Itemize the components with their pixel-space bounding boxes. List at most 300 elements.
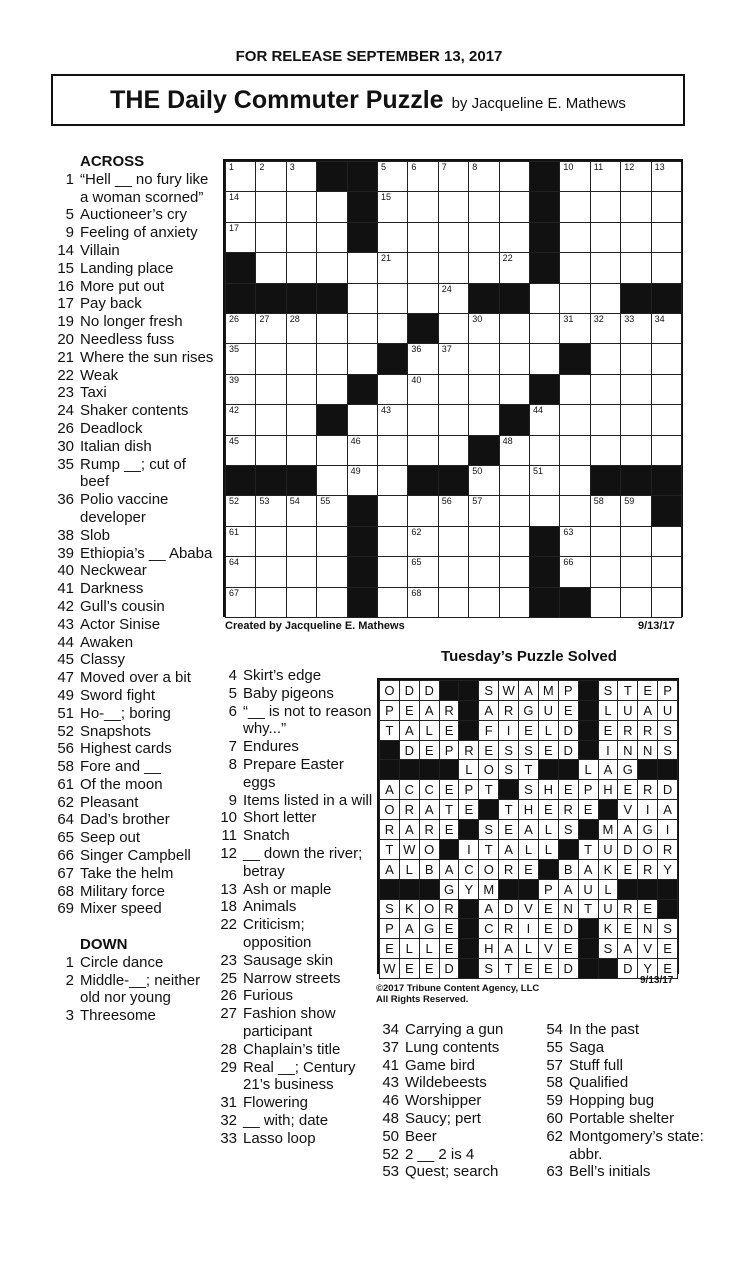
grid-cell[interactable]	[590, 222, 621, 253]
solution-letter: E	[538, 799, 559, 820]
solution-letter: R	[637, 779, 658, 800]
clue-number: 54	[546, 1021, 563, 1038]
grid-cell[interactable]	[377, 222, 408, 253]
grid-cell[interactable]	[438, 252, 469, 283]
grid-cell[interactable]	[316, 374, 347, 405]
grid-cell[interactable]	[255, 404, 286, 435]
grid-cell[interactable]	[377, 465, 408, 496]
solution-letter: D	[419, 680, 440, 701]
solution-letter: A	[637, 700, 658, 721]
solution-letter: O	[478, 859, 499, 880]
grid-cell[interactable]	[590, 191, 621, 222]
grid-cell[interactable]	[255, 556, 286, 587]
grid-cell[interactable]	[590, 374, 621, 405]
grid-cell[interactable]	[407, 374, 438, 405]
grid-cell[interactable]	[468, 495, 499, 526]
grid-cell[interactable]	[590, 435, 621, 466]
solution-black-square	[419, 879, 440, 900]
solution-letter: O	[637, 839, 658, 860]
grid-cell[interactable]	[620, 191, 651, 222]
clue	[215, 738, 375, 756]
solution-letter: G	[518, 700, 539, 721]
solution-black-square	[657, 899, 678, 920]
grid-cell[interactable]	[468, 404, 499, 435]
solution-letter: K	[598, 859, 619, 880]
grid-cell[interactable]	[377, 556, 408, 587]
solution-letter: L	[598, 879, 619, 900]
solution-letter: D	[617, 958, 638, 979]
clue	[52, 562, 217, 580]
clue-number: 58	[57, 758, 74, 776]
grid-cell[interactable]	[651, 435, 682, 466]
grid-cell[interactable]	[651, 374, 682, 405]
grid-cell[interactable]	[529, 404, 560, 435]
solution-letter: E	[538, 958, 559, 979]
grid-cell[interactable]	[651, 222, 682, 253]
grid-cell[interactable]	[438, 283, 469, 314]
clue	[215, 1130, 375, 1148]
clue-number: 52	[382, 1145, 399, 1163]
grid-cell[interactable]	[377, 283, 408, 314]
grid-cell[interactable]	[407, 556, 438, 587]
solution-letter: R	[498, 918, 519, 939]
clue-text: Items listed in a will	[243, 791, 373, 809]
clue-text: Needless fuss	[80, 330, 175, 348]
clue-text: More put out	[80, 277, 165, 295]
grid-cell[interactable]	[255, 252, 286, 283]
grid-cell[interactable]	[620, 556, 651, 587]
byline: by Jacqueline E. Mathews	[451, 94, 626, 112]
solution-letter: N	[637, 740, 658, 761]
grid-cell[interactable]	[255, 495, 286, 526]
grid-cell[interactable]	[499, 343, 530, 374]
clue-text: Highest cards	[80, 740, 172, 758]
grid-cell[interactable]	[559, 222, 590, 253]
grid-cell[interactable]	[529, 465, 560, 496]
clue-text: Where the sun rises	[80, 348, 214, 366]
grid-cell[interactable]	[529, 313, 560, 344]
grid-cell[interactable]	[407, 435, 438, 466]
grid-cell[interactable]	[225, 222, 256, 253]
grid-cell[interactable]	[377, 404, 408, 435]
solution-letter: M	[598, 819, 619, 840]
grid-cell[interactable]	[438, 404, 469, 435]
grid-cell[interactable]	[590, 526, 621, 557]
grid-cell[interactable]	[651, 161, 682, 192]
grid-cell[interactable]	[651, 526, 682, 557]
grid-cell[interactable]	[468, 343, 499, 374]
grid-cell[interactable]	[316, 343, 347, 374]
grid-cell[interactable]	[255, 343, 286, 374]
grid-cell[interactable]	[407, 191, 438, 222]
solution-letter: M	[478, 879, 499, 900]
grid-cell[interactable]	[316, 465, 347, 496]
grid-cell[interactable]	[286, 587, 317, 618]
grid-cell[interactable]	[590, 283, 621, 314]
grid-cell[interactable]	[590, 252, 621, 283]
grid-cell[interactable]	[559, 252, 590, 283]
grid-cell[interactable]	[347, 343, 378, 374]
solution-letter: P	[439, 740, 460, 761]
grid-cell[interactable]	[255, 374, 286, 405]
grid-cell[interactable]	[438, 526, 469, 557]
grid-cell[interactable]	[438, 343, 469, 374]
solution-letter: U	[657, 700, 678, 721]
grid-cell[interactable]	[407, 283, 438, 314]
clue	[52, 794, 217, 812]
clue	[52, 456, 217, 492]
grid-cell[interactable]	[347, 404, 378, 435]
grid-cell[interactable]	[468, 252, 499, 283]
solution-letter: G	[637, 819, 658, 840]
grid-cell[interactable]	[347, 435, 378, 466]
grid-cell[interactable]	[468, 222, 499, 253]
grid-cell[interactable]	[316, 191, 347, 222]
grid-cell[interactable]	[255, 191, 286, 222]
solution-black-square	[379, 740, 400, 761]
solution-letter: O	[419, 839, 440, 860]
cell-number: 40	[411, 374, 422, 385]
grid-cell[interactable]	[651, 343, 682, 374]
grid-cell[interactable]	[468, 556, 499, 587]
grid-cell[interactable]	[620, 495, 651, 526]
grid-cell[interactable]	[499, 374, 530, 405]
clue-number: 66	[57, 847, 74, 865]
grid-cell[interactable]	[590, 313, 621, 344]
grid-cell[interactable]	[651, 587, 682, 618]
clue-text: Bell’s initials	[569, 1163, 651, 1181]
grid-cell[interactable]	[316, 313, 347, 344]
grid-cell[interactable]	[590, 161, 621, 192]
clue	[52, 811, 217, 829]
grid-cell[interactable]	[590, 404, 621, 435]
clue-number: 11	[221, 827, 237, 845]
clue-text: Polio vaccine developer	[80, 491, 169, 526]
grid-cell[interactable]	[499, 252, 530, 283]
grid-cell[interactable]	[438, 587, 469, 618]
grid-cell[interactable]	[559, 556, 590, 587]
solution-black-square	[598, 799, 619, 820]
clue	[541, 1021, 711, 1039]
clue-number: 10	[220, 809, 237, 827]
grid-cell[interactable]	[438, 435, 469, 466]
solution-letter: V	[617, 799, 638, 820]
solution-letter: T	[478, 779, 499, 800]
clue-number: 62	[57, 793, 74, 811]
grid-cell[interactable]	[377, 587, 408, 618]
black-square	[468, 435, 499, 466]
solution-letter: R	[379, 819, 400, 840]
solution-black-square	[578, 720, 599, 741]
solution-letter: S	[657, 918, 678, 939]
solution-letter: W	[379, 958, 400, 979]
grid-cell[interactable]	[286, 191, 317, 222]
grid-cell[interactable]	[590, 495, 621, 526]
grid-cell[interactable]	[499, 495, 530, 526]
grid-cell[interactable]	[559, 465, 590, 496]
grid-cell[interactable]	[225, 526, 256, 557]
clue-number: 33	[220, 1129, 237, 1147]
solution-letter: E	[498, 819, 519, 840]
black-square	[255, 465, 286, 496]
grid-cell[interactable]	[286, 404, 317, 435]
grid-cell[interactable]	[468, 313, 499, 344]
grid-cell[interactable]	[316, 435, 347, 466]
grid-cell[interactable]	[499, 435, 530, 466]
solution-letter: V	[538, 938, 559, 959]
grid-cell[interactable]	[559, 283, 590, 314]
grid-cell[interactable]	[529, 283, 560, 314]
grid-cell[interactable]	[590, 343, 621, 374]
grid-cell[interactable]	[255, 313, 286, 344]
grid-cell[interactable]	[286, 222, 317, 253]
grid-cell[interactable]	[225, 404, 256, 435]
grid-cell[interactable]	[620, 252, 651, 283]
grid-cell[interactable]	[559, 161, 590, 192]
solution-black-square	[637, 879, 658, 900]
clue	[215, 987, 375, 1005]
grid-cell[interactable]	[286, 435, 317, 466]
grid-cell[interactable]	[620, 161, 651, 192]
grid-cell[interactable]	[407, 526, 438, 557]
grid-cell[interactable]	[377, 526, 408, 557]
clue	[52, 705, 217, 723]
black-square	[347, 526, 378, 557]
grid-cell[interactable]	[529, 435, 560, 466]
grid-cell[interactable]	[377, 374, 408, 405]
grid-cell[interactable]	[316, 222, 347, 253]
cell-number: 66	[563, 557, 574, 568]
grid-cell[interactable]	[499, 465, 530, 496]
grid-cell[interactable]	[407, 404, 438, 435]
grid-cell[interactable]	[377, 252, 408, 283]
grid-cell[interactable]	[225, 343, 256, 374]
grid-cell[interactable]	[286, 495, 317, 526]
grid-cell[interactable]	[225, 374, 256, 405]
black-square	[559, 587, 590, 618]
grid-cell[interactable]	[347, 252, 378, 283]
grid-cell[interactable]	[225, 161, 256, 192]
solution-letter: R	[498, 859, 519, 880]
solution-letter: H	[478, 938, 499, 959]
grid-cell[interactable]	[407, 161, 438, 192]
clue	[52, 331, 217, 349]
grid-cell[interactable]	[347, 465, 378, 496]
grid-cell[interactable]	[255, 222, 286, 253]
solution-letter: W	[399, 839, 420, 860]
clue-number: 21	[57, 348, 74, 366]
solution-letter: Y	[657, 859, 678, 880]
solution-letter: E	[598, 720, 619, 741]
grid-cell[interactable]	[559, 374, 590, 405]
grid-cell[interactable]	[499, 587, 530, 618]
clue-text: Weak	[80, 366, 119, 384]
grid-cell[interactable]	[407, 252, 438, 283]
grid-cell[interactable]	[559, 495, 590, 526]
clue	[377, 1163, 539, 1181]
grid-cell[interactable]	[438, 313, 469, 344]
grid-cell[interactable]	[620, 435, 651, 466]
grid-cell[interactable]	[286, 252, 317, 283]
solution-letter: E	[439, 720, 460, 741]
grid-cell[interactable]	[225, 556, 256, 587]
black-square	[225, 252, 256, 283]
clue-text: Skirt’s edge	[243, 667, 322, 684]
solution-letter: A	[498, 839, 519, 860]
grid-cell[interactable]	[255, 587, 286, 618]
grid-cell[interactable]	[438, 191, 469, 222]
grid-cell[interactable]	[620, 404, 651, 435]
grid-cell[interactable]	[225, 435, 256, 466]
grid-cell[interactable]	[620, 587, 651, 618]
clue	[52, 527, 217, 545]
grid-cell[interactable]	[347, 283, 378, 314]
grid-cell[interactable]	[286, 374, 317, 405]
clue-text: Chaplain’s title	[243, 1040, 341, 1058]
grid-cell[interactable]	[651, 556, 682, 587]
solution-letter: A	[518, 819, 539, 840]
grid-cell[interactable]	[651, 313, 682, 344]
grid-cell[interactable]	[438, 374, 469, 405]
solution-black-square	[578, 918, 599, 939]
grid-cell[interactable]	[499, 222, 530, 253]
solution-letter: S	[558, 819, 579, 840]
grid-cell[interactable]	[377, 313, 408, 344]
grid-cell[interactable]	[468, 161, 499, 192]
clue	[52, 776, 217, 794]
grid-cell[interactable]	[651, 252, 682, 283]
clue	[52, 438, 217, 456]
grid-cell[interactable]	[468, 191, 499, 222]
cell-number: 46	[350, 435, 361, 446]
clue	[52, 1007, 217, 1025]
grid-cell[interactable]	[468, 526, 499, 557]
grid-cell[interactable]	[286, 343, 317, 374]
grid-cell[interactable]	[407, 495, 438, 526]
grid-cell[interactable]	[438, 495, 469, 526]
solution-letter: D	[558, 918, 579, 939]
black-square	[225, 465, 256, 496]
clue	[215, 1094, 375, 1112]
grid-cell[interactable]	[468, 465, 499, 496]
grid-cell[interactable]	[620, 313, 651, 344]
grid-cell[interactable]	[377, 161, 408, 192]
solution-letter: E	[458, 799, 479, 820]
grid-cell[interactable]	[499, 191, 530, 222]
clue-number: 9	[65, 224, 74, 242]
grid-cell[interactable]	[590, 556, 621, 587]
grid-cell[interactable]	[651, 404, 682, 435]
cell-number: 54	[289, 496, 300, 507]
clue	[52, 687, 217, 705]
clue	[541, 1057, 711, 1075]
grid-cell[interactable]	[255, 161, 286, 192]
solution-letter: D	[498, 899, 519, 920]
grid-cell[interactable]	[286, 313, 317, 344]
solution-letter: D	[399, 680, 420, 701]
crossword-grid[interactable]	[223, 159, 683, 617]
grid-cell[interactable]	[438, 222, 469, 253]
clue-text: Criticism; opposition	[243, 916, 312, 951]
grid-cell[interactable]	[559, 191, 590, 222]
grid-cell[interactable]	[499, 161, 530, 192]
grid-cell[interactable]	[499, 313, 530, 344]
clue-text: Ethiopia’s __ Ababa	[80, 544, 213, 562]
grid-cell[interactable]	[559, 404, 590, 435]
clue	[215, 827, 375, 845]
solution-letter: E	[518, 958, 539, 979]
clue-number: 6	[228, 702, 237, 720]
grid-cell[interactable]	[225, 587, 256, 618]
black-square	[468, 283, 499, 314]
grid-cell[interactable]	[620, 526, 651, 557]
grid-cell[interactable]	[316, 556, 347, 587]
grid-cell[interactable]	[316, 587, 347, 618]
grid-cell[interactable]	[529, 495, 560, 526]
grid-cell[interactable]	[651, 191, 682, 222]
grid-cell[interactable]	[377, 435, 408, 466]
grid-cell[interactable]	[590, 587, 621, 618]
grid-cell[interactable]	[407, 222, 438, 253]
grid-cell[interactable]	[286, 526, 317, 557]
grid-cell[interactable]	[407, 587, 438, 618]
clue	[215, 792, 375, 810]
grid-cell[interactable]	[377, 191, 408, 222]
grid-cell[interactable]	[316, 252, 347, 283]
grid-cell[interactable]	[438, 556, 469, 587]
grid-cell[interactable]	[499, 556, 530, 587]
grid-cell[interactable]	[225, 313, 256, 344]
grid-cell[interactable]	[559, 435, 590, 466]
clue-text: Real __; Century 21’s business	[243, 1058, 356, 1094]
clue-number: 25	[220, 969, 237, 987]
grid-cell[interactable]	[407, 343, 438, 374]
solution-letter: S	[657, 720, 678, 741]
solution-letter: R	[439, 700, 460, 721]
clue	[215, 1005, 375, 1041]
clue-number: 68	[57, 882, 74, 900]
grid-cell[interactable]	[499, 526, 530, 557]
grid-cell[interactable]	[468, 587, 499, 618]
grid-cell[interactable]	[620, 374, 651, 405]
grid-cell[interactable]	[255, 526, 286, 557]
grid-cell[interactable]	[559, 313, 590, 344]
solution-letter: F	[478, 720, 499, 741]
grid-cell[interactable]	[377, 495, 408, 526]
grid-cell[interactable]	[559, 526, 590, 557]
solution-letter: R	[458, 740, 479, 761]
grid-cell[interactable]	[438, 161, 469, 192]
solution-black-square	[379, 879, 400, 900]
grid-cell[interactable]	[347, 313, 378, 344]
grid-cell[interactable]	[225, 191, 256, 222]
grid-cell[interactable]	[286, 556, 317, 587]
grid-cell[interactable]	[316, 526, 347, 557]
grid-cell[interactable]	[529, 343, 560, 374]
solution-letter: N	[637, 918, 658, 939]
grid-cell[interactable]	[620, 222, 651, 253]
clue	[215, 1059, 375, 1095]
grid-cell[interactable]	[255, 435, 286, 466]
clue-text: Short letter	[243, 809, 317, 827]
grid-cell[interactable]	[225, 495, 256, 526]
grid-cell[interactable]	[468, 374, 499, 405]
grid-cell[interactable]	[620, 343, 651, 374]
grid-cell[interactable]	[286, 161, 317, 192]
grid-cell[interactable]	[316, 495, 347, 526]
solution-letter: A	[399, 918, 420, 939]
cell-number: 24	[441, 283, 452, 294]
